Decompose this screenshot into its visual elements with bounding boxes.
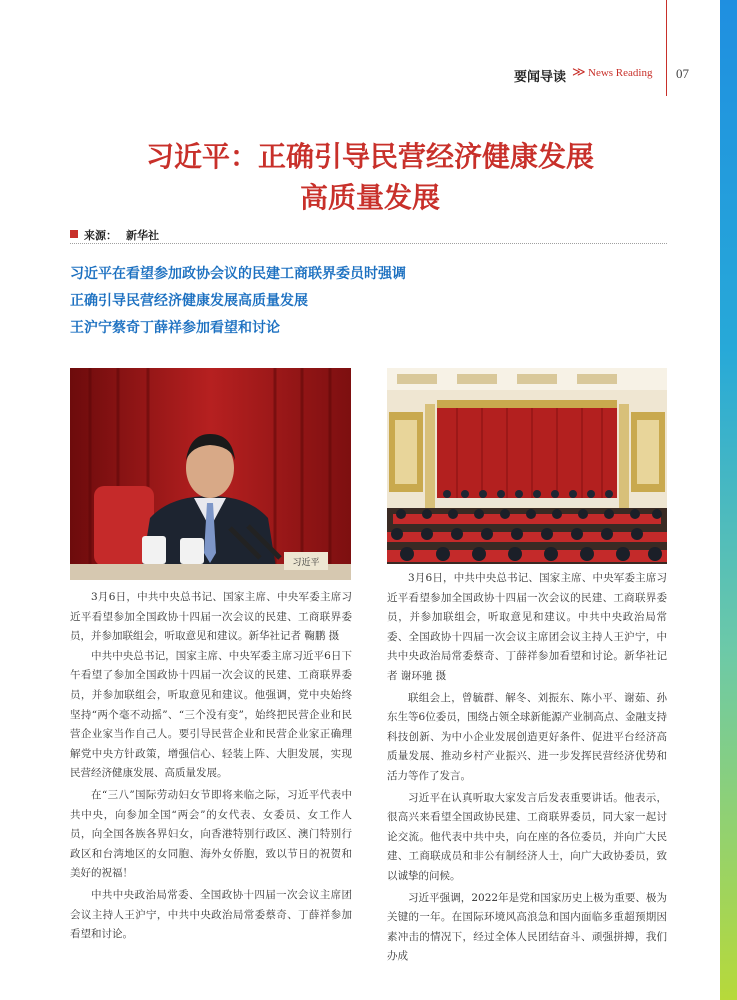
page-number: 07 xyxy=(676,66,689,81)
paragraph: 联组会上，曾毓群、解冬、刘振东、陈小平、谢茹、孙东生等6位委员，围绕占领全球新能源产业制高点、金融支持科技创新、为中小企业发展创造更好条件、促进平台经济高质量发展、推动乡村产业振兴、进一步发挥民营经济优势和活力等作了发言。 xyxy=(387,691,667,782)
article-title xyxy=(70,136,670,218)
source-value: 新华社 xyxy=(126,229,159,242)
article-column-left xyxy=(70,588,352,945)
nameplate-text: 习近平 xyxy=(292,558,320,568)
article-source xyxy=(70,227,667,243)
source-label: 来源： xyxy=(84,229,117,242)
title-line-2: 高质量发展 xyxy=(299,181,440,214)
paragraph: 习近平在认真听取大家发言后发表重要讲话。他表示，很高兴来看望全国政协民建、工商联界委员，同大家一起讨论交流。他代表中共中央，向在座的各位委员，并向广大民建、工商联成员和非公有制经济人士，向广大政协委员，致以诚挚的问候。 xyxy=(387,791,667,882)
photo1-caption: 3月6日，中共中央总书记、国家主席、中央军委主席习近平看望参加全国政协十四届一次会议的民建、工商联界委员，并参加联组会，听取意见和建议。新华社记者 鞠鹏 摄 xyxy=(70,591,352,643)
subtitle-line-1: 习近平在看望参加政协会议的民建工商联界委员时强调 xyxy=(70,266,406,282)
title-line-1: 习近平：正确引导民营经济健康发展 xyxy=(145,140,594,173)
paragraph: 习近平强调，2022年是党和国家历史上极为重要、极为关键的一年。在国际环境风高浪急和国内面临多重超预期因素冲击的情况下，经过全体人民团结奋斗、顽强拼搏，我们办成 xyxy=(387,891,667,963)
page-header xyxy=(480,64,705,84)
dotted-divider xyxy=(70,243,667,244)
paragraph: 在“三八”国际劳动妇女节即将来临之际，习近平代表中共中央，向参加全国“两会”的女代表、女委员、女工作人员，向全国各族各界妇女，向香港特别行政区、澳门特别行政区和台湾地区的女同胞、海外女侨胞，致以节日的祝贺和美好的祝福！ xyxy=(70,788,352,880)
side-color-bar xyxy=(720,0,737,1000)
section-title-en: News Reading xyxy=(588,67,653,79)
photo2-caption: 3月6日，中共中央总书记、国家主席、中央军委主席习近平看望参加全国政协十四届一次会议的民建、工商联界委员，并参加联组会，听取意见和建议。中共中央政治局常委、全国政协十四届一次会议主席团会议主持人王沪宁，中共中央政治局常委蔡奇、丁薛祥参加看望和讨论。新华社记者 谢环驰 摄 xyxy=(387,572,667,682)
subtitle-line-2: 正确引导民营经济健康发展高质量发展 xyxy=(70,293,308,309)
photo-speaker xyxy=(70,368,351,580)
photo-meeting-hall xyxy=(387,368,667,564)
article-column-right xyxy=(387,569,667,967)
section-title-cn: 要闻导读 xyxy=(514,70,567,85)
subtitle-line-3: 王沪宁蔡奇丁薛祥参加看望和讨论 xyxy=(70,320,280,336)
red-square-icon xyxy=(70,230,78,238)
paragraph: 中共中央总书记，国家主席、中央军委主席习近平6日下午看望了参加全国政协十四届一次会议的民建、工商联界委员，并参加联组会，听取意见和建议。他强调，党中央始终坚持“两个毫不动摇”、“三个没有变”，始终把民营企业和民营企业家当作自己人。要引导民营企业和民营企业家正确理解党中央方针政策，增强信心、轻装上阵、大胆发展，实现民营经济健康发展、高质量发展。 xyxy=(70,649,352,780)
double-chevron-icon: ≫ xyxy=(572,65,586,80)
paragraph: 中共中央政治局常委、全国政协十四届一次会议主席团会议主持人王沪宁，中共中央政治局常委蔡奇、丁薛祥参加看望和讨论。 xyxy=(70,888,352,941)
subtitle-block xyxy=(70,261,670,342)
